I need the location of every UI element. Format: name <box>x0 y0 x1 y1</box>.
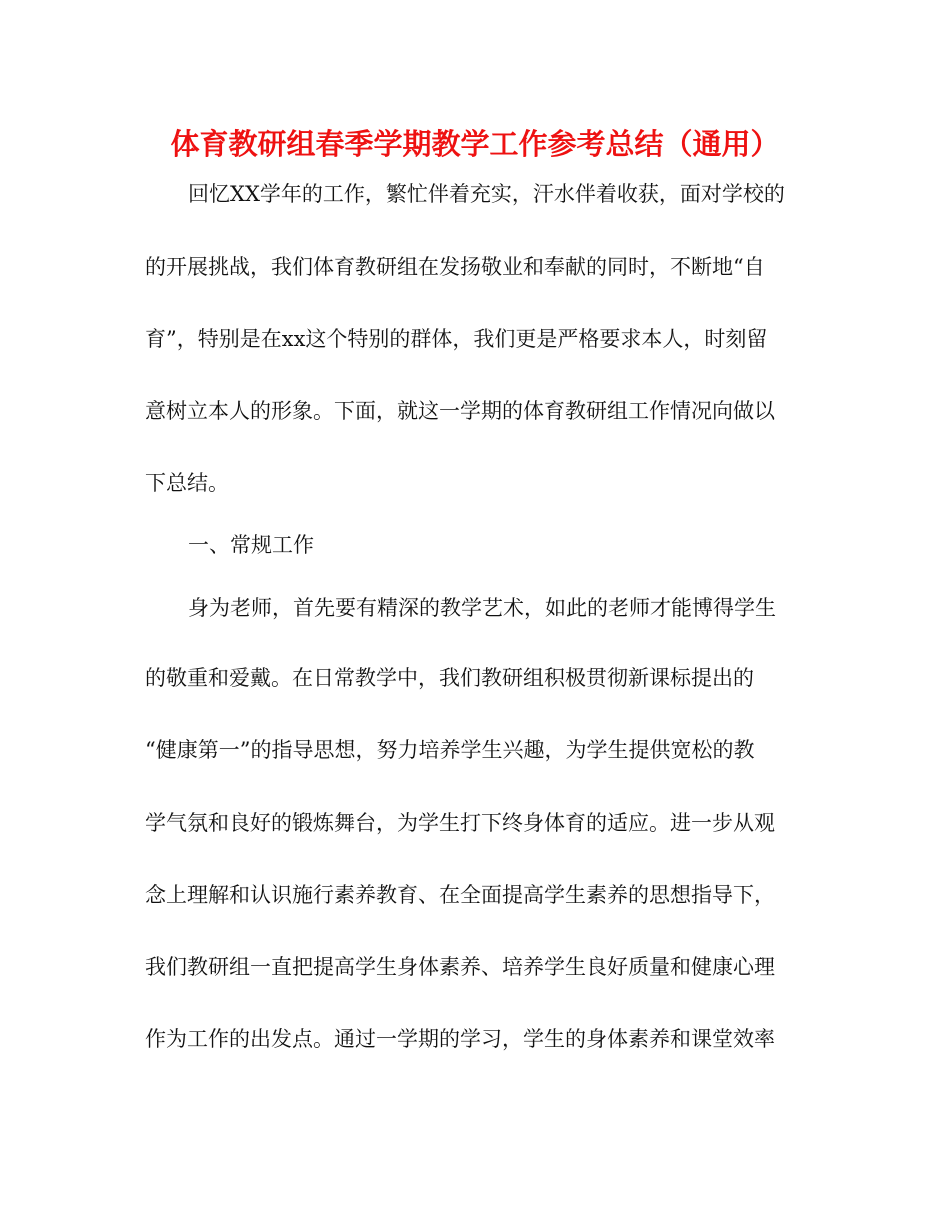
document-title: 体育教研组春季学期教学工作参考总结（通用） <box>170 127 780 161</box>
paragraph-line: 我们教研组一直把提高学生身体素养、培养学生良好质量和健康心理 <box>145 955 775 979</box>
paragraph-line: 回忆XX学年的工作，繁忙伴着充实，汗水伴着收获，面对学校的 <box>188 182 785 206</box>
paragraph-line: “健康第一”的指导思想，努力培养学生兴趣，为学生提供宽松的教 <box>145 738 755 762</box>
paragraph-line: 育”，特别是在xx这个特别的群体，我们更是严格要求本人，时刻留 <box>145 327 768 351</box>
paragraph-line: 学气氛和良好的锻炼舞台，为学生打下终身体育的适应。进一步从观 <box>145 811 775 835</box>
paragraph-line: 意树立本人的形象。下面，就这一学期的体育教研组工作情况向做以 <box>145 399 775 423</box>
paragraph-line: 作为工作的出发点。通过一学期的学习，学生的身体素养和课堂效率 <box>145 1027 775 1051</box>
section-heading: 一、常规工作 <box>188 533 314 557</box>
paragraph-line: 下总结。 <box>145 471 229 495</box>
paragraph-line: 念上理解和认识施行素养教育、在全面提高学生素养的思想指导下， <box>145 883 775 907</box>
paragraph-line: 的敬重和爱戴。在日常教学中，我们教研组积极贯彻新课标提出的 <box>145 666 754 690</box>
paragraph-line: 身为老师，首先要有精深的教学艺术，如此的老师才能博得学生 <box>188 596 776 620</box>
paragraph-line: 的开展挑战，我们体育教研组在发扬敬业和奉献的同时，不断地“自 <box>145 255 765 279</box>
